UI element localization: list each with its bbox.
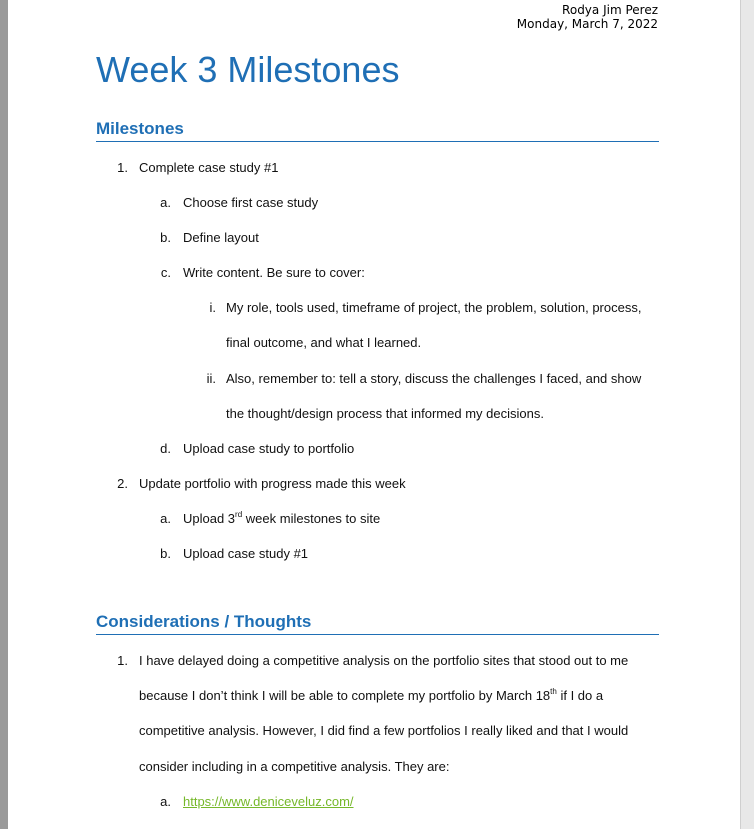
list-marker: a. [160, 794, 171, 809]
window-edge [740, 0, 754, 829]
superscript: th [550, 686, 557, 696]
list-marker: b. [160, 546, 171, 561]
author-name: Rodya Jim Perez [562, 3, 658, 17]
list-item-text: Also, remember to: tell a story, discuss the challenges I faced, and show [226, 371, 642, 386]
list-marker: b. [160, 230, 171, 245]
portfolio-link[interactable]: https://www.deniceveluz.com/ [183, 794, 354, 809]
list-item-text: Write content. Be sure to cover: [183, 265, 365, 280]
superscript: rd [235, 509, 243, 519]
list-marker: 1. [117, 653, 128, 668]
list-marker: i. [209, 300, 216, 315]
list-item-text: final outcome, and what I learned. [226, 335, 422, 350]
list-marker: 1. [117, 160, 128, 175]
list-item-text: the thought/design process that informed my decisions. [226, 406, 544, 421]
milestones-heading: Milestones [96, 118, 659, 142]
list-item-text: because I don’t think I will be able to complete my portfolio by March 18th if I do a [139, 686, 604, 703]
list-item-text: Choose first case study [183, 195, 319, 210]
list-item-text: competitive analysis. However, I did find a few portfolios I really liked and that I would [139, 723, 629, 738]
list-marker: ii. [206, 371, 216, 386]
list-marker: c. [160, 265, 171, 280]
list-marker: a. [160, 195, 171, 210]
document-page [8, 0, 740, 829]
document-date: Monday, March 7, 2022 [516, 17, 658, 31]
list-item-text: consider including in a competitive analysis. They are: [139, 759, 450, 774]
list-item-text: I have delayed doing a competitive analysis on the portfolio sites that stood out to me [139, 653, 629, 668]
list-item-text: My role, tools used, timeframe of project, the problem, solution, process, [226, 300, 642, 315]
considerations-heading: Considerations / Thoughts [96, 611, 659, 635]
list-item-text: Upload case study to portfolio [183, 441, 355, 456]
list-item-text: Update portfolio with progress made this week [139, 476, 406, 491]
page-title: Week 3 Milestones [96, 49, 400, 90]
list-marker: a. [160, 511, 171, 526]
list-item-text: Upload case study #1 [183, 546, 309, 561]
list-marker: 2. [117, 476, 128, 491]
list-item-text: Upload 3rd week milestones to site [183, 509, 381, 526]
document-header [517, 3, 658, 31]
list-marker: d. [160, 441, 171, 456]
list-item-text: Define layout [183, 230, 259, 245]
list-item-text: Complete case study #1 [139, 160, 279, 175]
